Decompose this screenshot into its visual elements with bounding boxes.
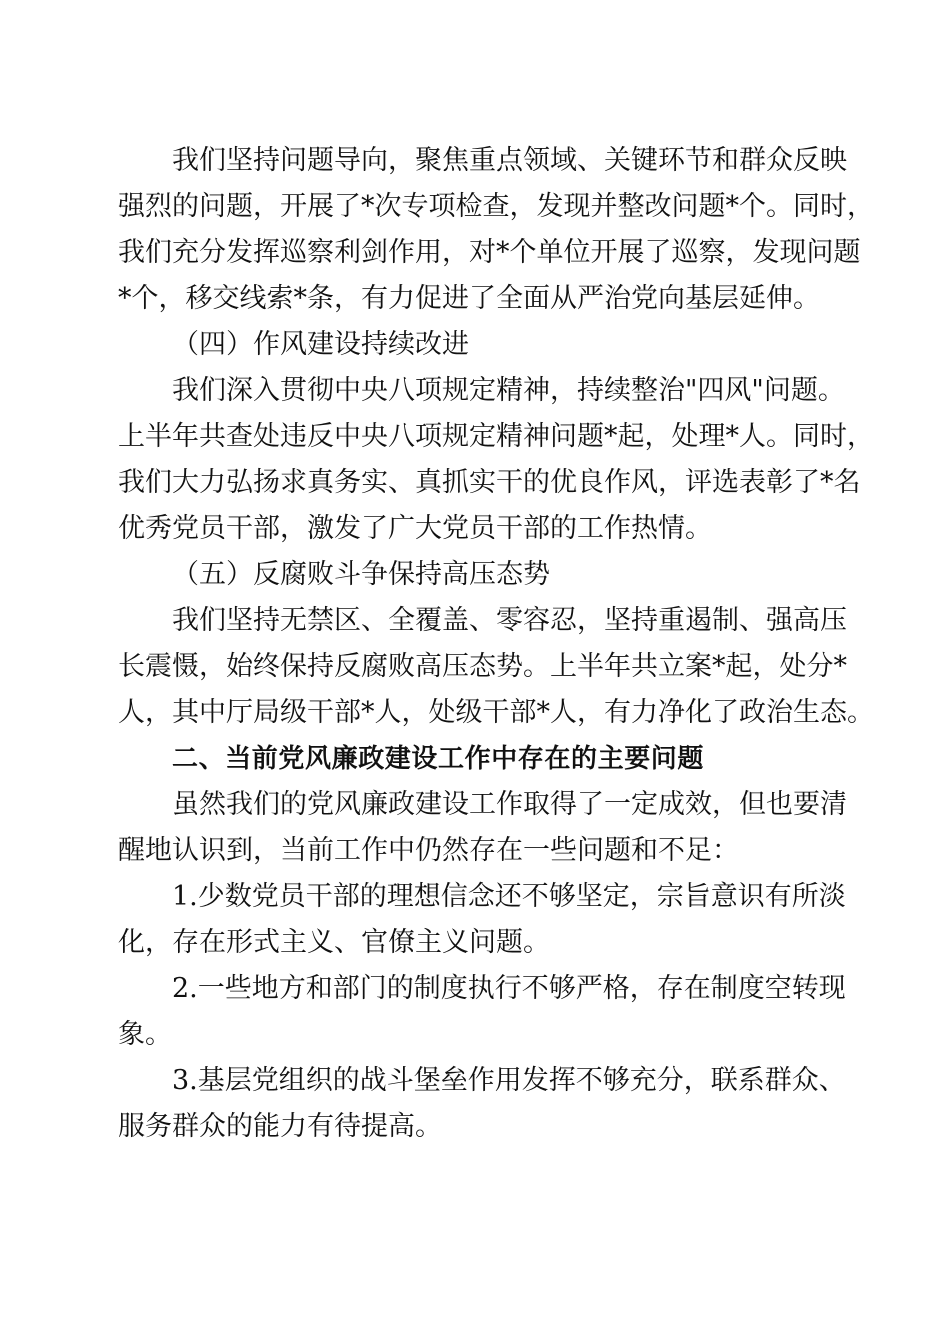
paragraph-line: 虽然我们的党风廉政建设工作取得了一定成效，但也要清	[172, 789, 847, 820]
paragraph-line: 人，其中厅局级干部*人，处级干部*人，有力净化了政治生态。	[118, 697, 874, 728]
paragraph-line: 长震慑，始终保持反腐败高压态势。上半年共立案*起，处分*	[118, 651, 847, 682]
chapter-heading: 二、当前党风廉政建设工作中存在的主要问题	[172, 744, 705, 774]
list-item: 2.一些地方和部门的制度执行不够严格，存在制度空转现	[172, 973, 846, 1004]
paragraph-line: 我们深入贯彻中央八项规定精神，持续整治"四风"问题。	[172, 375, 845, 406]
paragraph-line: 我们大力弘扬求真务实、真抓实干的优良作风，评选表彰了*名	[118, 467, 861, 498]
paragraph-line: 我们充分发挥巡察利剑作用，对*个单位开展了巡察，发现问题	[118, 237, 861, 268]
section-heading: （五）反腐败斗争保持高压态势	[172, 559, 550, 590]
list-item: 1.少数党员干部的理想信念还不够坚定，宗旨意识有所淡	[172, 881, 846, 912]
paragraph-line: 我们坚持无禁区、全覆盖、零容忍，坚持重遏制、强高压	[172, 605, 847, 636]
paragraph-line: 醒地认识到，当前工作中仍然存在一些问题和不足：	[118, 835, 739, 866]
paragraph-line: *个，移交线索*条，有力促进了全面从严治党向基层延伸。	[118, 283, 820, 314]
list-item: 3.基层党组织的战斗堡垒作用发挥不够充分，联系群众、	[172, 1065, 846, 1096]
list-item-continuation: 服务群众的能力有待提高。	[118, 1111, 442, 1142]
paragraph-line: 优秀党员干部，激发了广大党员干部的工作热情。	[118, 513, 712, 544]
list-item-continuation: 化，存在形式主义、官僚主义问题。	[118, 927, 550, 958]
list-item-continuation: 象。	[118, 1019, 172, 1050]
paragraph-line: 强烈的问题，开展了*次专项检查，发现并整改问题*个。同时，	[118, 191, 874, 222]
paragraph-line: 上半年共查处违反中央八项规定精神问题*起，处理*人。同时，	[118, 421, 874, 452]
section-heading: （四）作风建设持续改进	[172, 329, 469, 360]
paragraph-line: 我们坚持问题导向，聚焦重点领域、关键环节和群众反映	[172, 145, 847, 176]
